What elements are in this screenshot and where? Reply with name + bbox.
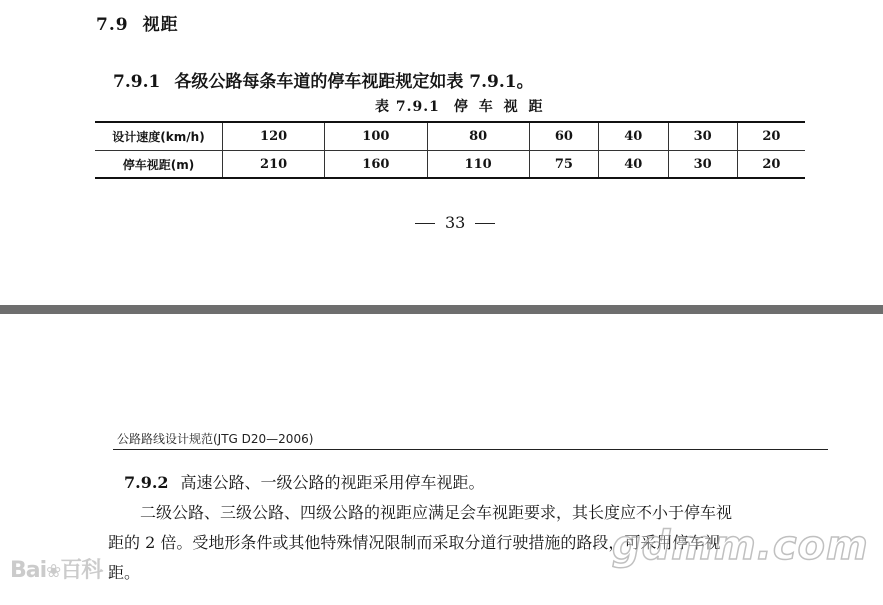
page-number-dash bbox=[415, 223, 435, 224]
clause-heading bbox=[124, 470, 485, 493]
paw-icon: ❀ bbox=[46, 561, 61, 582]
table-cell: 30 bbox=[668, 122, 737, 151]
table-caption bbox=[375, 96, 545, 116]
table-caption-title: 停 车 视 距 bbox=[453, 99, 546, 115]
table-cell: 75 bbox=[529, 151, 598, 179]
clause-body-line: 距。 bbox=[108, 563, 141, 582]
table-cell: 30 bbox=[668, 151, 737, 179]
table-cell: 210 bbox=[223, 151, 325, 179]
table-cell: 60 bbox=[529, 122, 598, 151]
stopping-sight-distance-table bbox=[95, 121, 805, 179]
page-number bbox=[405, 213, 505, 232]
running-head: 公路路线设计规范(JTG D20—2006) bbox=[117, 432, 314, 446]
clause-body-line: 二级公路、三级公路、四级公路的视距应满足会车视距要求，其长度应不小于停车视 bbox=[140, 503, 733, 522]
table-cell: 40 bbox=[599, 122, 668, 151]
row-header: 停车视距(m) bbox=[95, 151, 223, 179]
baidu-watermark-prefix: Bai bbox=[10, 558, 47, 583]
running-head-rule bbox=[113, 449, 828, 450]
table-cell: 120 bbox=[223, 122, 325, 151]
baidu-watermark-suffix: 百科 bbox=[60, 558, 103, 583]
subsection-number: 7.9.1 bbox=[113, 72, 161, 92]
table-row bbox=[95, 122, 805, 151]
table-cell: 110 bbox=[427, 151, 529, 179]
baidu-watermark bbox=[10, 553, 102, 584]
subsection-heading bbox=[113, 67, 534, 92]
row-header: 设计速度(km/h) bbox=[95, 122, 223, 151]
page-divider bbox=[0, 305, 883, 314]
table-row bbox=[95, 151, 805, 179]
site-watermark: gdmm.com bbox=[612, 523, 869, 569]
section-number: 7.9 bbox=[96, 15, 129, 35]
page-number-value: 33 bbox=[445, 213, 466, 232]
clause-body-line: 距的 2 倍。受地形条件或其他特殊情况限制而采取分道行驶措施的路段，可采用停车视 bbox=[108, 533, 721, 552]
table-cell: 20 bbox=[737, 151, 805, 179]
page-number-dash bbox=[475, 223, 495, 224]
clause-number: 7.9.2 bbox=[124, 473, 169, 492]
table-cell: 20 bbox=[737, 122, 805, 151]
subsection-text: 各级公路每条车道的停车视距规定如表 7.9.1。 bbox=[174, 72, 534, 92]
table-cell: 100 bbox=[325, 122, 427, 151]
section-heading bbox=[96, 10, 179, 35]
table-cell: 40 bbox=[599, 151, 668, 179]
clause-heading-text: 高速公路、一级公路的视距采用停车视距。 bbox=[180, 473, 485, 492]
table-cell: 160 bbox=[325, 151, 427, 179]
table-cell: 80 bbox=[427, 122, 529, 151]
section-title: 视距 bbox=[142, 15, 179, 35]
table-caption-number: 表 7.9.1 bbox=[375, 99, 440, 115]
